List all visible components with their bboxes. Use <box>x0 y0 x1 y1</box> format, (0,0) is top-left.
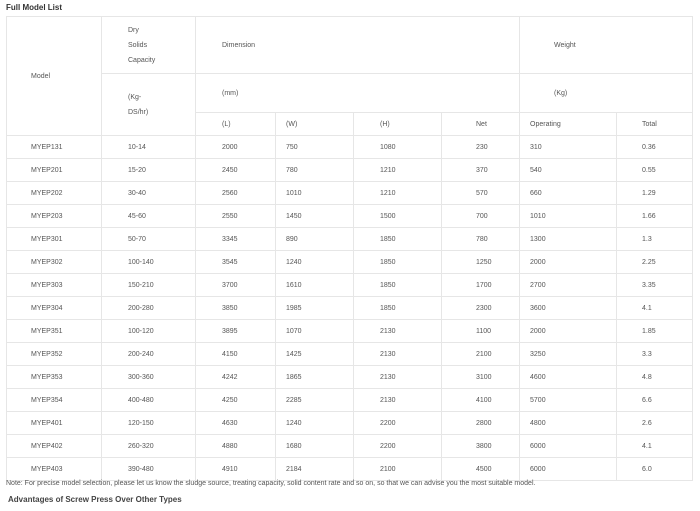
length-cell: 4150 <box>196 343 276 366</box>
capacity-cell: 30-40 <box>102 182 196 205</box>
height-cell: 2100 <box>354 458 442 481</box>
length-cell: 3700 <box>196 274 276 297</box>
capacity-header <box>102 17 196 74</box>
advantages-heading: Advantages of Screw Press Over Other Types <box>8 495 182 504</box>
capacity-header-line: Capacity <box>128 56 156 64</box>
capacity-cell: 200-240 <box>102 343 196 366</box>
dimension-header: Dimension <box>196 17 520 74</box>
capacity-unit <box>102 74 196 136</box>
model-cell: MYEP401 <box>7 412 102 435</box>
operating-weight-cell: 6000 <box>520 435 617 458</box>
net-weight-cell: 1250 <box>442 251 520 274</box>
height-cell: 1850 <box>354 297 442 320</box>
capacity-unit-line: (Kg- <box>128 93 142 101</box>
width-cell: 1425 <box>276 343 354 366</box>
table-row <box>7 297 693 320</box>
model-cell: MYEP352 <box>7 343 102 366</box>
table-row <box>7 389 693 412</box>
power-cell: 0.36 <box>617 136 693 159</box>
model-cell: MYEP201 <box>7 159 102 182</box>
table-row <box>7 320 693 343</box>
table-row <box>7 251 693 274</box>
operating-weight-cell: 660 <box>520 182 617 205</box>
length-cell: 4250 <box>196 389 276 412</box>
net-weight-cell: 230 <box>442 136 520 159</box>
length-cell: 2450 <box>196 159 276 182</box>
power-cell: 3.3 <box>617 343 693 366</box>
length-cell: 3895 <box>196 320 276 343</box>
table-row <box>7 274 693 297</box>
capacity-cell: 200-280 <box>102 297 196 320</box>
length-cell: 3850 <box>196 297 276 320</box>
net-weight-header: Net <box>442 113 520 136</box>
table-row <box>7 435 693 458</box>
capacity-header-line: Dry <box>128 26 139 34</box>
width-cell: 1240 <box>276 412 354 435</box>
operating-weight-cell: 5700 <box>520 389 617 412</box>
power-cell: 1.29 <box>617 182 693 205</box>
net-weight-cell: 4100 <box>442 389 520 412</box>
capacity-cell: 50-70 <box>102 228 196 251</box>
capacity-header-line: Solids <box>128 41 148 49</box>
table-body <box>7 17 693 481</box>
model-cell: MYEP303 <box>7 274 102 297</box>
operating-weight-cell: 2700 <box>520 274 617 297</box>
capacity-cell: 45-60 <box>102 205 196 228</box>
length-header: (L) <box>196 113 276 136</box>
length-cell: 4242 <box>196 366 276 389</box>
height-cell: 1210 <box>354 182 442 205</box>
net-weight-cell: 370 <box>442 159 520 182</box>
capacity-cell: 15-20 <box>102 159 196 182</box>
capacity-cell: 100-120 <box>102 320 196 343</box>
model-cell: MYEP351 <box>7 320 102 343</box>
capacity-cell: 100-140 <box>102 251 196 274</box>
capacity-cell: 260-320 <box>102 435 196 458</box>
net-weight-cell: 3800 <box>442 435 520 458</box>
height-cell: 2130 <box>354 320 442 343</box>
net-weight-cell: 4500 <box>442 458 520 481</box>
width-cell: 1865 <box>276 366 354 389</box>
model-cell: MYEP304 <box>7 297 102 320</box>
power-cell: 2.6 <box>617 412 693 435</box>
width-header: (W) <box>276 113 354 136</box>
model-cell: MYEP301 <box>7 228 102 251</box>
operating-weight-cell: 4800 <box>520 412 617 435</box>
capacity-cell: 400-480 <box>102 389 196 412</box>
model-header: Model <box>7 17 102 136</box>
capacity-cell: 390-480 <box>102 458 196 481</box>
weight-header: Weight <box>520 17 693 74</box>
power-cell: 1.66 <box>617 205 693 228</box>
net-weight-cell: 570 <box>442 182 520 205</box>
power-cell: 2.25 <box>617 251 693 274</box>
power-cell: 6.6 <box>617 389 693 412</box>
total-power-header: Total <box>617 113 693 136</box>
width-cell: 1070 <box>276 320 354 343</box>
model-cell: MYEP354 <box>7 389 102 412</box>
header-row-top <box>7 17 693 74</box>
operating-weight-cell: 4600 <box>520 366 617 389</box>
height-cell: 2200 <box>354 412 442 435</box>
operating-weight-cell: 1300 <box>520 228 617 251</box>
table-row <box>7 458 693 481</box>
power-cell: 4.1 <box>617 297 693 320</box>
height-cell: 2130 <box>354 366 442 389</box>
net-weight-cell: 700 <box>442 205 520 228</box>
power-cell: 4.1 <box>617 435 693 458</box>
width-cell: 750 <box>276 136 354 159</box>
length-cell: 3545 <box>196 251 276 274</box>
height-cell: 1500 <box>354 205 442 228</box>
length-cell: 2550 <box>196 205 276 228</box>
capacity-cell: 10-14 <box>102 136 196 159</box>
model-cell: MYEP353 <box>7 366 102 389</box>
height-cell: 1080 <box>354 136 442 159</box>
table-row <box>7 343 693 366</box>
width-cell: 1680 <box>276 435 354 458</box>
length-cell: 4880 <box>196 435 276 458</box>
weight-unit: (Kg) <box>520 74 693 113</box>
operating-weight-cell: 2000 <box>520 320 617 343</box>
net-weight-cell: 2100 <box>442 343 520 366</box>
table-row <box>7 205 693 228</box>
net-weight-cell: 2800 <box>442 412 520 435</box>
height-cell: 1210 <box>354 159 442 182</box>
width-cell: 2184 <box>276 458 354 481</box>
net-weight-cell: 3100 <box>442 366 520 389</box>
table-row <box>7 136 693 159</box>
selection-note: Note: For precise model selection, please let us know the sludge source, treating capacity, solid content rate and so on, so that we can advise you the most suitable model. <box>6 480 536 487</box>
model-cell: MYEP203 <box>7 205 102 228</box>
width-cell: 890 <box>276 228 354 251</box>
power-cell: 1.85 <box>617 320 693 343</box>
width-cell: 1450 <box>276 205 354 228</box>
height-cell: 1850 <box>354 228 442 251</box>
table-row <box>7 366 693 389</box>
capacity-cell: 150-210 <box>102 274 196 297</box>
model-cell: MYEP302 <box>7 251 102 274</box>
model-cell: MYEP202 <box>7 182 102 205</box>
width-cell: 1240 <box>276 251 354 274</box>
power-cell: 6.0 <box>617 458 693 481</box>
table-row <box>7 182 693 205</box>
table-row <box>7 228 693 251</box>
model-cell: MYEP131 <box>7 136 102 159</box>
width-cell: 1985 <box>276 297 354 320</box>
length-cell: 2000 <box>196 136 276 159</box>
width-cell: 780 <box>276 159 354 182</box>
operating-weight-cell: 3250 <box>520 343 617 366</box>
height-cell: 1850 <box>354 251 442 274</box>
net-weight-cell: 1100 <box>442 320 520 343</box>
operating-weight-cell: 6000 <box>520 458 617 481</box>
width-cell: 2285 <box>276 389 354 412</box>
dimension-unit: (mm) <box>196 74 520 113</box>
power-cell: 0.55 <box>617 159 693 182</box>
capacity-unit-line: DS/hr) <box>128 108 149 116</box>
operating-weight-cell: 1010 <box>520 205 617 228</box>
power-cell: 1.3 <box>617 228 693 251</box>
net-weight-cell: 2300 <box>442 297 520 320</box>
height-header: (H) <box>354 113 442 136</box>
height-cell: 2130 <box>354 343 442 366</box>
header-row-units <box>7 74 693 113</box>
length-cell: 4910 <box>196 458 276 481</box>
model-cell: MYEP402 <box>7 435 102 458</box>
power-cell: 3.35 <box>617 274 693 297</box>
capacity-cell: 300-360 <box>102 366 196 389</box>
length-cell: 2560 <box>196 182 276 205</box>
operating-weight-cell: 540 <box>520 159 617 182</box>
table-row <box>7 159 693 182</box>
model-cell: MYEP403 <box>7 458 102 481</box>
width-cell: 1010 <box>276 182 354 205</box>
height-cell: 2200 <box>354 435 442 458</box>
operating-weight-header: Operating <box>520 113 617 136</box>
model-table <box>6 16 693 481</box>
operating-weight-cell: 2000 <box>520 251 617 274</box>
length-cell: 4630 <box>196 412 276 435</box>
power-cell: 4.8 <box>617 366 693 389</box>
page-title: Full Model List <box>6 3 62 12</box>
net-weight-cell: 780 <box>442 228 520 251</box>
net-weight-cell: 1700 <box>442 274 520 297</box>
height-cell: 2130 <box>354 389 442 412</box>
capacity-cell: 120-150 <box>102 412 196 435</box>
operating-weight-cell: 310 <box>520 136 617 159</box>
operating-weight-cell: 3600 <box>520 297 617 320</box>
table-row <box>7 412 693 435</box>
length-cell: 3345 <box>196 228 276 251</box>
height-cell: 1850 <box>354 274 442 297</box>
width-cell: 1610 <box>276 274 354 297</box>
